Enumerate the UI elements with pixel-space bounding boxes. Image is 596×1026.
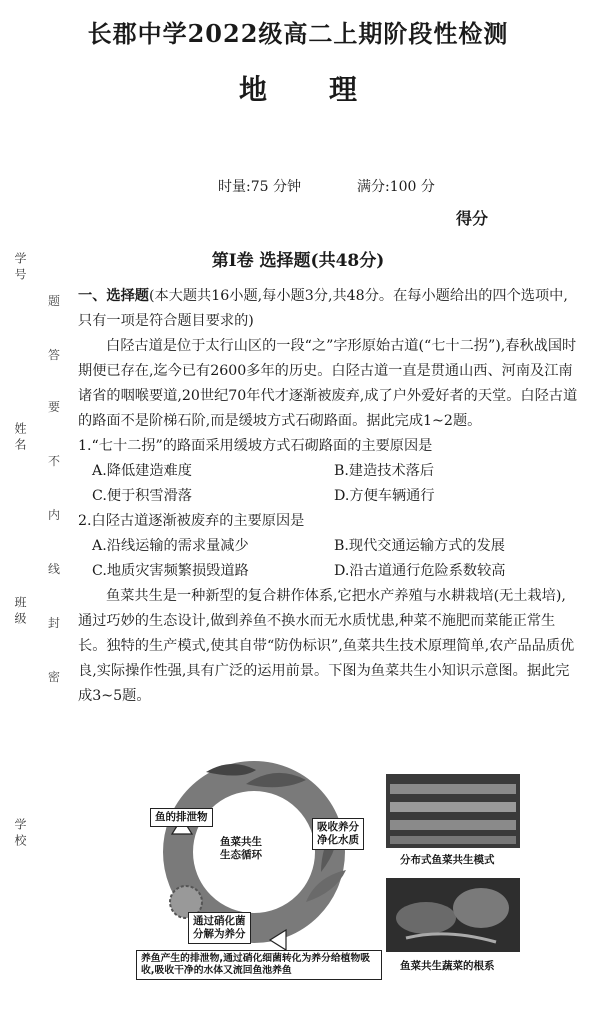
photo1-caption: 分布式鱼菜共生模式 xyxy=(400,854,495,866)
passage-2: 鱼菜共生是一种新型的复合耕作体系,它把水产养殖与水耕栽培(无土栽培),通过巧妙的生态设计,做到养鱼不换水而无水质忧患,种菜不施肥而菜能正常生长。独特的生产模式,使其自带“防伪标识”,鱼菜共生技术原理简单,农产品品质优良,实际操作性强,具有广泛的运用前景。下图为鱼菜共生小知识示意图。据此完成3~5题。 xyxy=(78,588,575,704)
photo-vegetable-roots xyxy=(386,878,520,952)
photo2-caption: 鱼菜共生蔬菜的根系 xyxy=(400,960,495,972)
instructions-rest: (本大题共16小题,每小题3分,共48分。在每小题给出的四个选项中,只有一项是符合题目要求的) xyxy=(78,288,568,329)
photo-distributed-model xyxy=(386,774,520,848)
seal-char-2: 答 xyxy=(48,348,61,362)
q2-option-d: D.沿古道通行危险系数较高 xyxy=(334,563,506,579)
margin-student-id: 学号 xyxy=(13,252,27,284)
seal-char-3: 要 xyxy=(48,400,61,414)
seal-char-1: 题 xyxy=(48,294,61,308)
cycle-center-label: 鱼菜共生 生态循环 xyxy=(220,836,262,861)
q2-option-c: C.地质灾害频繁损毁道路 xyxy=(92,563,249,579)
passage-1: 白陉古道是位于太行山区的一段“之”字形原始古道(“七十二拐”),春秋战国时期便已存在,迄今已有2600多年的历史。白陉古道一直是贯通山西、河南及江南诸省的咽喉要道,20世纪70年代才逐渐被废弃,成了户外爱好者的天堂。白陉古道的路面不是阶梯石阶,而是缓坡方式石砌路面。据此完成1~2题。 xyxy=(78,338,578,429)
exam-time: 时量:75 分钟 xyxy=(218,179,301,195)
subject-title: 地理 xyxy=(238,73,419,106)
seal-char-4: 不 xyxy=(48,454,61,468)
instructions xyxy=(78,284,578,334)
q2-option-b: B.现代交通运输方式的发展 xyxy=(334,538,505,554)
section-title: 第Ⅰ卷 选择题(共48分) xyxy=(211,251,385,271)
seal-char-8: 密 xyxy=(48,670,61,684)
figure-caption: 养鱼产生的排泄物,通过硝化细菌转化为养分给植物吸收,吸收干净的水体又流回鱼池养鱼 xyxy=(136,950,382,980)
margin-class: 班级 xyxy=(13,596,27,628)
fish-excretion-label: 鱼的排泄物 xyxy=(150,808,213,827)
exam-title: 长郡中学2022级高二上期阶段性检测 xyxy=(87,19,509,48)
question-body xyxy=(78,284,578,709)
margin-school: 学校 xyxy=(13,818,27,850)
q1-stem: 1.“七十二拐”的路面采用缓坡方式石砌路面的主要原因是 xyxy=(78,438,433,454)
seal-char-6: 线 xyxy=(48,562,61,576)
q1-option-c: C.便于积雪滑落 xyxy=(92,488,192,504)
bacteria-label: 通过硝化菌 分解为养分 xyxy=(188,912,251,944)
q1-option-b: B.建造技术落后 xyxy=(334,463,435,479)
instructions-bold: 一、选择题 xyxy=(78,288,149,304)
seal-char-5: 内 xyxy=(48,508,61,522)
q2-option-a: A.沿线运输的需求量减少 xyxy=(92,538,249,554)
seal-char-7: 封 xyxy=(48,616,61,630)
margin-name: 姓名 xyxy=(13,422,27,454)
full-score: 满分:100 分 xyxy=(357,179,435,195)
absorb-label: 吸收养分 净化水质 xyxy=(312,818,364,850)
q1-options-row1 xyxy=(78,459,578,484)
q1-option-a: A.降低建造难度 xyxy=(92,463,192,479)
q2-options-row2 xyxy=(78,559,578,584)
q2-options-row1 xyxy=(78,534,578,559)
q1-options-row2 xyxy=(78,484,578,509)
aquaponics-figure xyxy=(136,752,522,978)
q1-option-d: D.方便车辆通行 xyxy=(334,488,435,504)
score-label: 得分 xyxy=(456,209,489,228)
q2-stem: 2.白陉古道逐渐被废弃的主要原因是 xyxy=(78,513,305,529)
